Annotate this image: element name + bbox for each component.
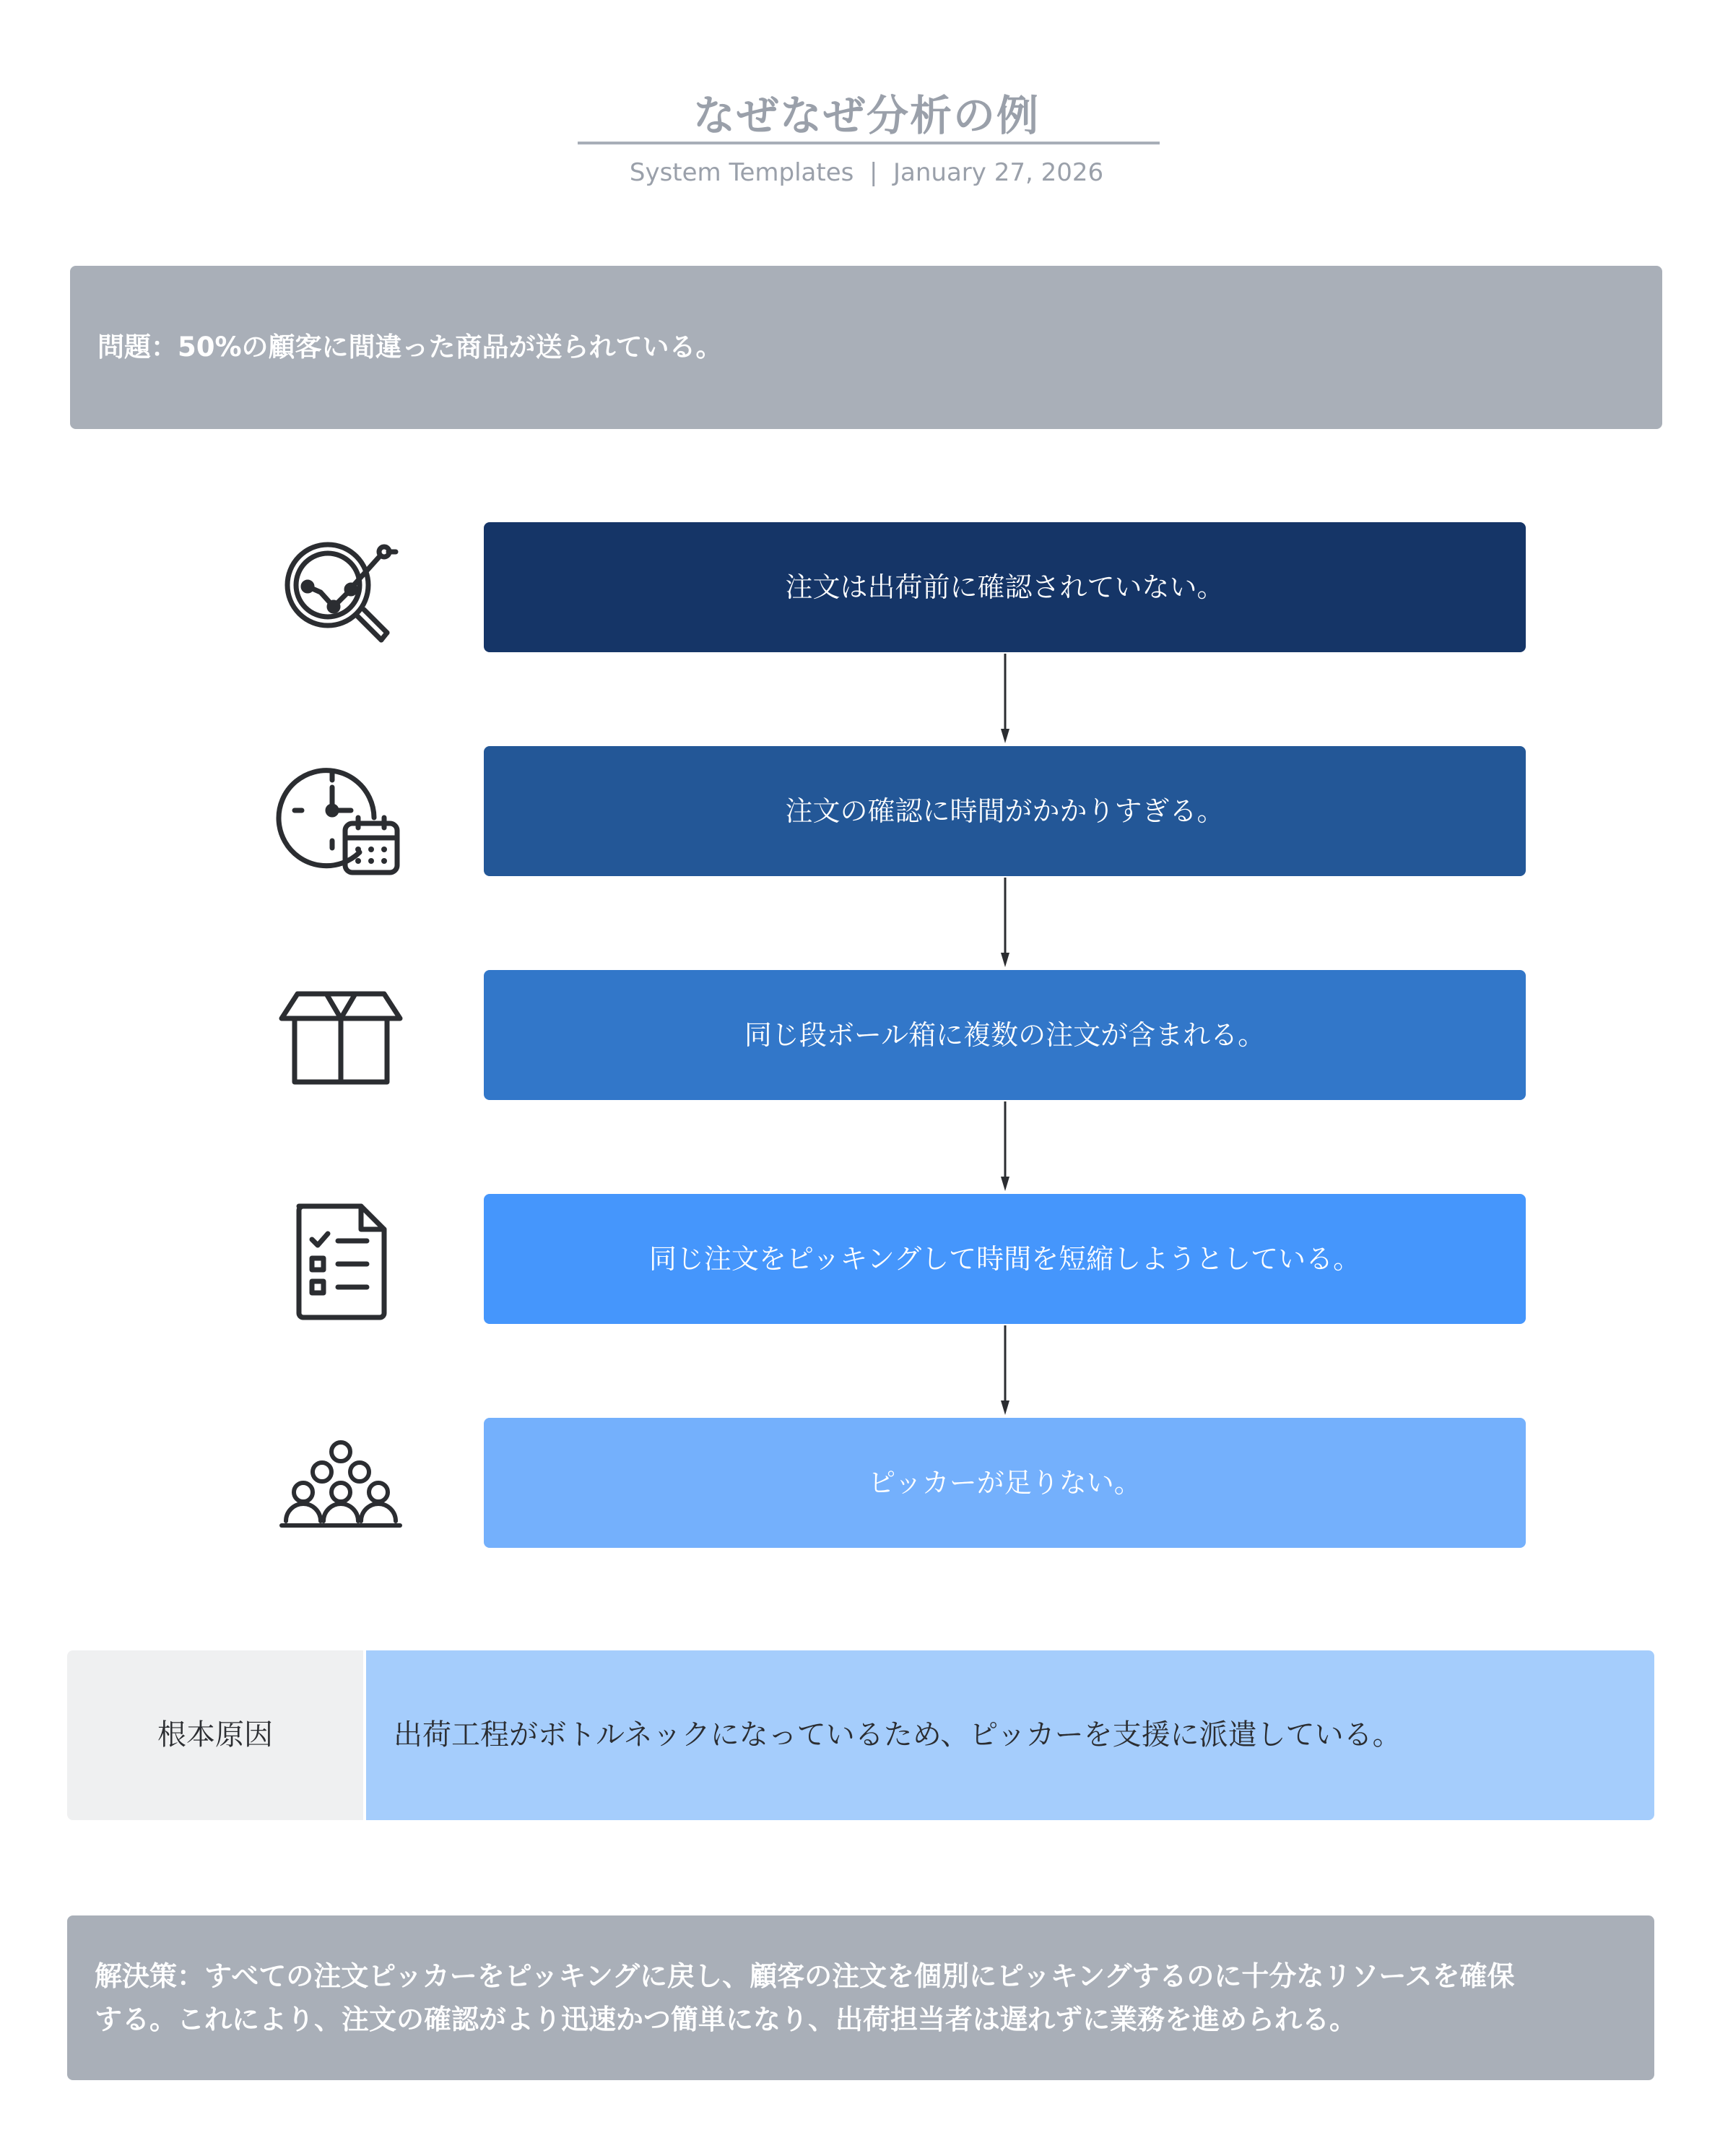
why-step-4: 同じ注文をピッキングして時間を短縮しようとしている。 <box>484 1194 1526 1324</box>
analytics-magnifier-icon <box>273 527 403 657</box>
why-step-3: 同じ段ボール箱に複数の注文が含まれる。 <box>484 970 1526 1100</box>
page-subtitle: System Templates | January 27, 2026 <box>629 158 1104 187</box>
problem-text: 問題：50%の顧客に間違った商品が送られている。 <box>97 332 723 363</box>
root-cause-box <box>366 1650 1654 1820</box>
page-title: なぜなぜ分析の例 <box>692 91 1040 140</box>
why-step-2: 注文の確認に時間がかかりすぎる。 <box>484 746 1526 876</box>
arrow-down-icon <box>1001 878 1009 970</box>
arrow-down-icon <box>1001 1101 1009 1194</box>
title-underline <box>578 142 1160 144</box>
clock-calendar-icon <box>273 751 403 881</box>
arrow-down-icon <box>1001 1325 1009 1418</box>
solution-text-line-2: する。これにより、注文の確認がより迅速かつ簡単になり、出荷担当者は遅れずに業務を進められる。 <box>95 2004 1358 2035</box>
root-cause-label: 根本原因 <box>67 1650 363 1820</box>
header <box>0 87 1733 144</box>
people-group-icon <box>276 1430 406 1560</box>
arrow-down-icon <box>1001 654 1009 746</box>
problem-box <box>70 266 1662 429</box>
checklist-document-icon <box>276 1196 406 1326</box>
why-step-5: ピッカーが足りない。 <box>484 1418 1526 1548</box>
root-cause-text: 出荷工程がボトルネックになっているため、ピッカーを支援に派遣している。 <box>394 1718 1402 1752</box>
why-step-1: 注文は出荷前に確認されていない。 <box>484 522 1526 652</box>
solution-box <box>67 1915 1654 2080</box>
open-box-icon <box>276 968 406 1098</box>
solution-text-line-1: 解決策：すべての注文ピッカーをピッキングに戻し、顧客の注文を個別にピッキングするのに十分なリソースを確保 <box>95 1960 1515 1992</box>
